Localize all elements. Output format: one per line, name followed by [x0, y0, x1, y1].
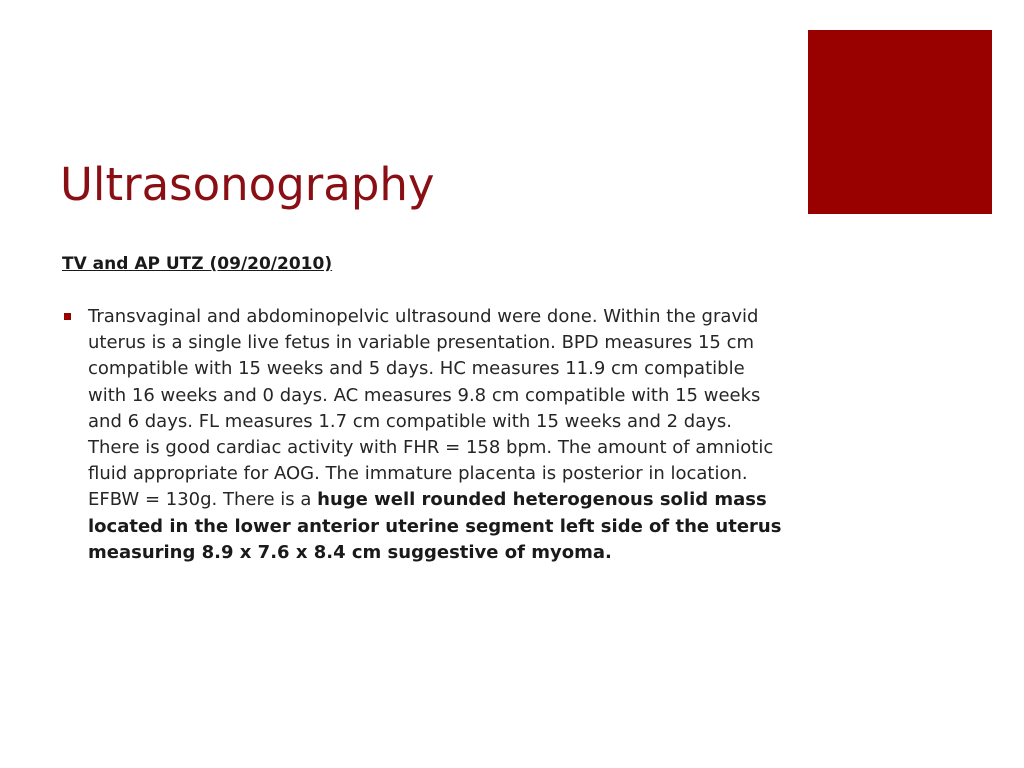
findings-text	[88, 306, 781, 563]
list-item	[62, 304, 782, 566]
square-bullet-icon	[64, 313, 71, 320]
exam-subheading: TV and AP UTZ (09/20/2010)	[62, 254, 333, 274]
findings-body: Transvaginal and abdominopelvic ultrasound were done. Within the gravid uterus is a single live fetus in variable presentation. BPD measures 15 cm compatible with 15 weeks and 5 days. HC measures 11.9 cm compatible with 16 weeks and 0 days. AC measures 9.8 cm compatible with 15 weeks and 6 days. FL measures 1.7 cm compatible with 15 weeks and 2 days. There is good cardiac activity with FHR = 158 bpm. The amount of amniotic fluid appropriate for AOG. The immature placenta is posterior in location. EFBW = 130g. There is a	[88, 306, 774, 511]
slide-title: Ultrasonography	[60, 158, 435, 211]
findings-emphasis: huge well rounded heterogenous solid mass located in the lower anterior uterine segment left side of the uterus measuring 8.9 x 7.6 x 8.4 cm suggestive of myoma.	[88, 489, 782, 563]
findings-list	[62, 304, 782, 566]
accent-block	[808, 30, 992, 214]
